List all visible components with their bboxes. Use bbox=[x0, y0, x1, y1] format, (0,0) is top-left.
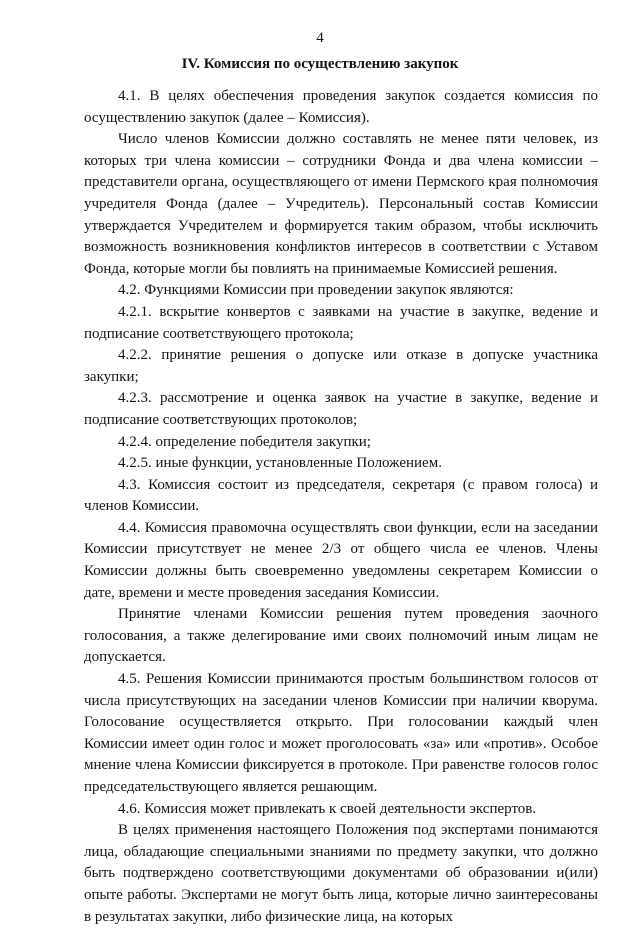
paragraph-4-2-2: 4.2.2. принятие решения о допуске или отказе в допуске участника закупки; bbox=[84, 347, 598, 385]
paragraph-4-1: 4.1. В целях обеспечения проведения закупок создается комиссия по осуществлению закупок (далее – Комиссия). bbox=[84, 88, 598, 126]
paragraph-4-3: 4.3. Комиссия состоит из председателя, секретаря (с правом голоса) и членов Комиссии. bbox=[84, 476, 598, 515]
paragraph-4-2-3: 4.2.3. рассмотрение и оценка заявок на участие в закупке, ведение и подписание соответствующих протоколов; bbox=[84, 390, 598, 428]
document-body bbox=[84, 86, 598, 928]
paragraph-members: Число членов Комиссии должно составлять не менее пяти человек, из которых три члена комиссии – сотрудники Фонда и два члена комиссии – представители органа, осуществляющего от имени Пермского края полномочия учредителя Фонда (далее – Учредитель). Персональный состав Комиссии утверждается Учредителем и формируется таким образом, чтобы исключить возможность возникновения конфликтов интересов в соответствии с Уставом Фонда, которые могли бы повлиять на принимаемые Комиссией решения. bbox=[84, 131, 598, 277]
paragraph-4-2-1: 4.2.1. вскрытие конвертов с заявками на участие в закупке, ведение и подписание соответствующего протокола; bbox=[84, 303, 598, 342]
paragraph-4-4: 4.4. Комиссия правомочна осуществлять свои функции, если на заседании Комиссии присутствует не менее 2/3 от общего числа ее членов. Члены Комиссии должны быть своевременно уведомлены секретарем Комиссии о дате, времени и месте проведения заседания Комиссии. bbox=[84, 519, 598, 601]
paragraph-4-6: 4.6. Комиссия может привлекать к своей деятельности экспертов. bbox=[118, 800, 537, 817]
page-number: 4 bbox=[316, 30, 324, 46]
paragraph-4-2-4: 4.2.4. определение победителя закупки; bbox=[118, 433, 371, 450]
paragraph-4-2: 4.2. Функциями Комиссии при проведении закупок являются: bbox=[118, 282, 514, 299]
paragraph-experts: В целях применения настоящего Положения под экспертами понимаются лица, обладающие специальными знаниями по предмету закупки, что должно быть подтверждено соответствующими документами об образовании и(или) опыте работы. Экспертами не могут быть лица, которые лично заинтересованы в результатах закупки, либо физические лица, на которых bbox=[84, 822, 598, 925]
paragraph-4-2-5: 4.2.5. иные функции, установленные Положением. bbox=[118, 455, 442, 472]
section-title: IV. Комиссия по осуществлению закупок bbox=[181, 56, 459, 72]
paragraph-4-5: 4.5. Решения Комиссии принимаются простым большинством голосов от числа присутствующих на заседании членов Комиссии при наличии кворума. Голосование осуществляется открыто. При голосовании каждый член Комиссии имеет один голос и может проголосовать «за» или «против». Особое мнение члена Комиссии фиксируется в протоколе. При равенстве голосов голос председательствующего является решающим. bbox=[84, 671, 598, 795]
paragraph-voting: Принятие членами Комиссии решения путем проведения заочного голосования, а также делегирование ими своих полномочий иным лицам не допускается. bbox=[84, 606, 598, 666]
